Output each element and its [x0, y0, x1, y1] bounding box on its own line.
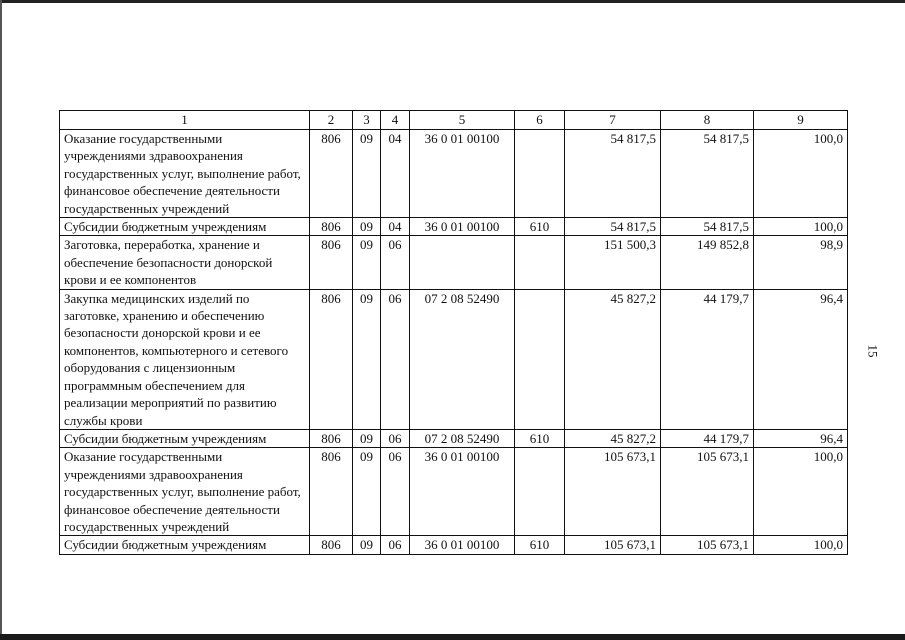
column-header: 3 — [353, 111, 381, 130]
value-cell: 54 817,5 — [661, 130, 754, 218]
row-name: Субсидии бюджетным учреждениям — [60, 536, 310, 554]
code-cell: 806 — [310, 536, 353, 554]
value-cell: 105 673,1 — [565, 448, 661, 536]
value-cell: 44 179,7 — [661, 289, 754, 429]
table-row — [60, 448, 848, 536]
column-header: 8 — [661, 111, 754, 130]
value-cell: 149 852,8 — [661, 236, 754, 289]
row-name: Оказание государственными учреждениями здравоохранения государственных услуг, выполнение работ, финансовое обеспечение деятельности государственных учреждений — [60, 130, 310, 218]
value-cell: 44 179,7 — [661, 429, 754, 447]
code-cell — [515, 448, 565, 536]
code-cell: 06 — [381, 289, 410, 429]
row-name: Заготовка, переработка, хранение и обеспечение безопасности донорской крови и ее компонентов — [60, 236, 310, 289]
code-cell: 06 — [381, 536, 410, 554]
budget-table — [59, 110, 848, 555]
code-cell: 806 — [310, 289, 353, 429]
code-cell: 610 — [515, 429, 565, 447]
code-cell: 09 — [353, 130, 381, 218]
code-cell: 09 — [353, 448, 381, 536]
header-row — [60, 111, 848, 130]
code-cell: 09 — [353, 536, 381, 554]
row-name: Закупка медицинских изделий по заготовке, хранению и обеспечению безопасности донорской крови и ее компонентов, компьютерного и сетевого оборудования с лицензионным программным обеспечением для реализации мероприятий по развитию службы крови — [60, 289, 310, 429]
column-header: 9 — [754, 111, 848, 130]
column-header: 4 — [381, 111, 410, 130]
table-row — [60, 130, 848, 218]
value-cell: 54 817,5 — [565, 218, 661, 236]
code-cell: 610 — [515, 218, 565, 236]
code-cell: 09 — [353, 289, 381, 429]
code-cell — [410, 236, 515, 289]
code-cell: 04 — [381, 218, 410, 236]
scan-edge-top — [0, 0, 905, 3]
value-cell: 151 500,3 — [565, 236, 661, 289]
value-cell: 105 673,1 — [661, 448, 754, 536]
column-header: 1 — [60, 111, 310, 130]
code-cell: 36 0 01 00100 — [410, 218, 515, 236]
value-cell: 105 673,1 — [661, 536, 754, 554]
code-cell: 36 0 01 00100 — [410, 130, 515, 218]
code-cell: 09 — [353, 236, 381, 289]
page-number: 15 — [865, 344, 881, 358]
value-cell: 98,9 — [754, 236, 848, 289]
code-cell: 04 — [381, 130, 410, 218]
value-cell: 96,4 — [754, 429, 848, 447]
column-header: 2 — [310, 111, 353, 130]
value-cell: 100,0 — [754, 448, 848, 536]
code-cell: 06 — [381, 448, 410, 536]
value-cell: 105 673,1 — [565, 536, 661, 554]
code-cell: 09 — [353, 218, 381, 236]
scan-edge-bottom — [0, 634, 905, 640]
table-row — [60, 289, 848, 429]
value-cell: 100,0 — [754, 130, 848, 218]
value-cell: 54 817,5 — [565, 130, 661, 218]
code-cell: 07 2 08 52490 — [410, 289, 515, 429]
value-cell: 100,0 — [754, 536, 848, 554]
code-cell — [515, 130, 565, 218]
scan-edge-left — [0, 0, 2, 640]
code-cell: 806 — [310, 448, 353, 536]
value-cell: 45 827,2 — [565, 289, 661, 429]
column-header: 5 — [410, 111, 515, 130]
code-cell: 806 — [310, 236, 353, 289]
code-cell: 36 0 01 00100 — [410, 536, 515, 554]
value-cell: 100,0 — [754, 218, 848, 236]
code-cell: 09 — [353, 429, 381, 447]
row-name: Субсидии бюджетным учреждениям — [60, 218, 310, 236]
code-cell: 06 — [381, 236, 410, 289]
code-cell: 07 2 08 52490 — [410, 429, 515, 447]
value-cell: 45 827,2 — [565, 429, 661, 447]
table-row — [60, 236, 848, 289]
code-cell: 36 0 01 00100 — [410, 448, 515, 536]
code-cell: 806 — [310, 429, 353, 447]
code-cell — [515, 289, 565, 429]
value-cell: 96,4 — [754, 289, 848, 429]
code-cell — [515, 236, 565, 289]
table-row — [60, 536, 848, 554]
table-row — [60, 429, 848, 447]
row-name: Субсидии бюджетным учреждениям — [60, 429, 310, 447]
code-cell: 06 — [381, 429, 410, 447]
column-header: 6 — [515, 111, 565, 130]
row-name: Оказание государственными учреждениями здравоохранения государственных услуг, выполнение работ, финансовое обеспечение деятельности государственных учреждений — [60, 448, 310, 536]
code-cell: 806 — [310, 218, 353, 236]
value-cell: 54 817,5 — [661, 218, 754, 236]
table-row — [60, 218, 848, 236]
code-cell: 610 — [515, 536, 565, 554]
code-cell: 806 — [310, 130, 353, 218]
column-header: 7 — [565, 111, 661, 130]
